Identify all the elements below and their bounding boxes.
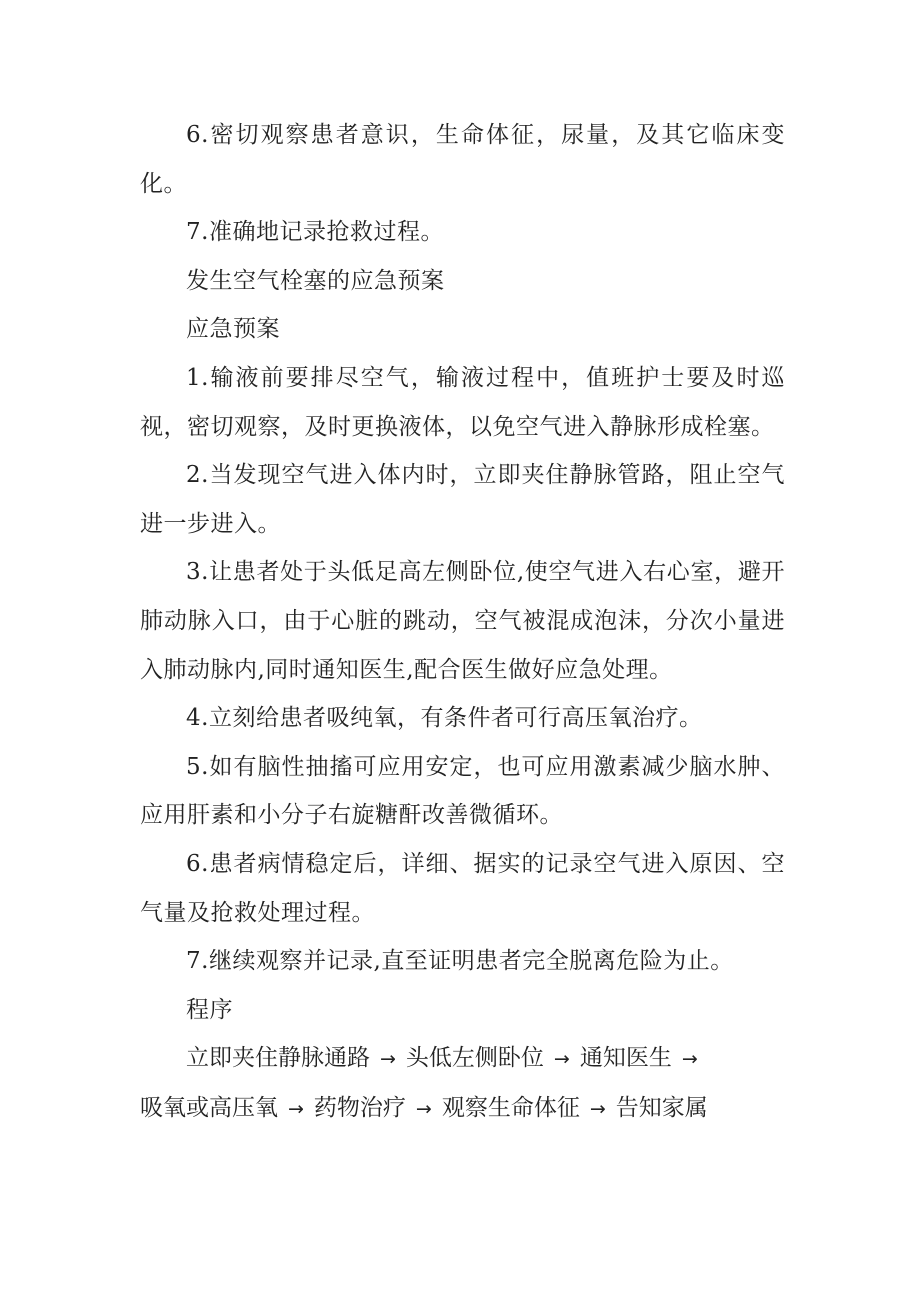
document-body [140,111,785,1133]
paragraph-plan-step-2: 2.当发现空气进入体内时，立即夹住静脉管路，阻止空气进一步进入。 [140,462,785,537]
section-title-air-embolism-plan: 发生空气栓塞的应急预案 [186,267,445,294]
paragraph-plan-step-6: 6.患者病情稳定后，详细、据实的记录空气进入原因、空气量及抢救处理过程。 [140,850,785,926]
flow-arrow-icon: → [380,1048,396,1071]
flow-step-notify-doctor: 通知医生 [579,1045,672,1072]
paragraph-plan-step-5: 5.如有脑性抽搐可应用安定，也可应用激素减少脑水肿、应用肝素和小分子右旋糖酐改善微循环。 [140,753,785,829]
flow-arrow-icon: → [681,1048,698,1071]
flow-step-monitor-vitals: 观察生命体征 [441,1094,580,1121]
paragraph-plan-step-1: 1.输液前要排尽空气，输液过程中，值班护士要及时巡视，密切观察，及时更换液体，以免空气进入静脉形成栓塞。 [140,364,785,440]
paragraph-step-6-observe: 6.密切观察患者意识，生命体征，尿量，及其它临床变化。 [140,122,785,197]
flow-arrow-icon: → [415,1097,432,1120]
procedure-flow-line-2 [140,1084,785,1134]
subsection-title-procedure: 程序 [186,996,233,1023]
flow-step-inform-family: 告知家属 [615,1094,708,1121]
flow-step-oxygen: 吸氧或高压氧 [140,1094,278,1121]
procedure-flow-line-1 [140,1034,785,1084]
flow-arrow-icon: → [589,1097,606,1120]
paragraph-plan-step-3: 3.让患者处于头低足高左侧卧位,使空气进入右心室，避开肺动脉入口，由于心脏的跳动，空气被混成泡沫，分次小量进入肺动脉内,同时通知医生,配合医生做好应急处理。 [140,559,785,683]
flow-step-medication: 药物治疗 [313,1094,406,1121]
flow-arrow-icon: → [288,1097,304,1120]
paragraph-plan-step-7: 7.继续观察并记录,直至证明患者完全脱离危险为止。 [186,948,734,975]
paragraph-step-7-record: 7.准确地记录抢救过程。 [186,219,444,246]
subsection-title-emergency-plan: 应急预案 [186,316,280,343]
flow-step-clamp-line: 立即夹住静脉通路 [186,1045,370,1072]
flow-step-position: 头低左侧卧位 [405,1045,544,1072]
paragraph-plan-step-4: 4.立刻给患者吸纯氧，有条件者可行高压氧治疗。 [186,705,703,732]
flow-arrow-icon: → [553,1048,570,1071]
